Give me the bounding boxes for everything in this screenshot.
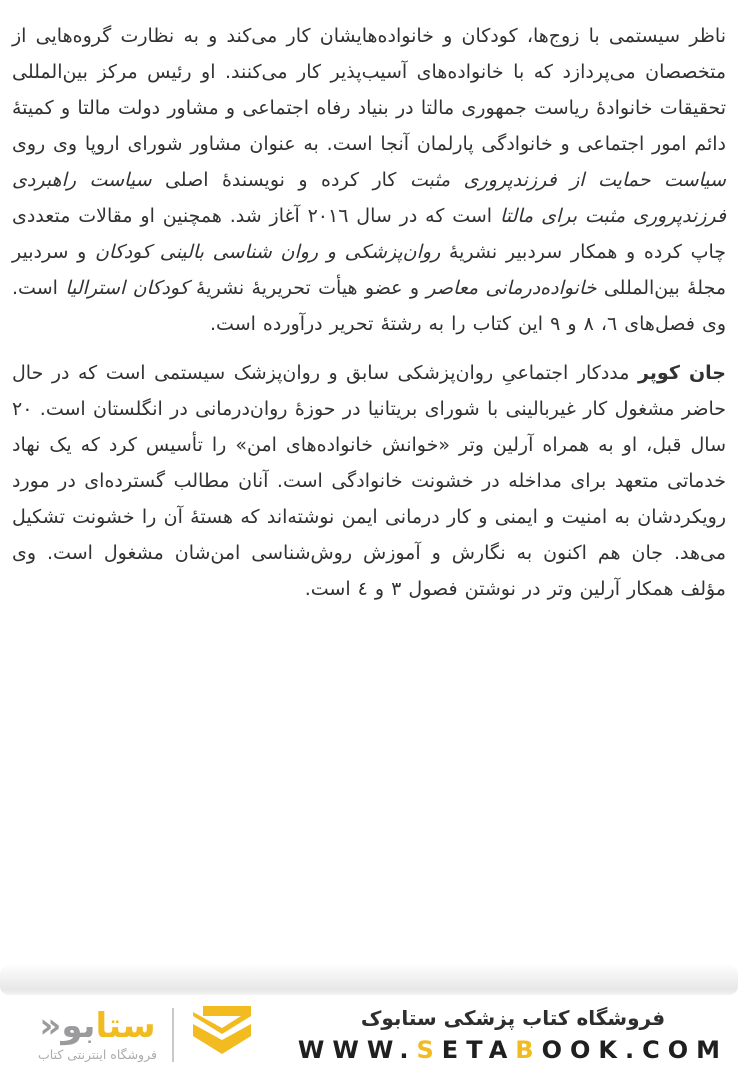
text-run-italic: خانواده‌درمانی معاصر (426, 277, 597, 299)
text-run: و عضو هیأت تحریریهٔ نشریهٔ (188, 277, 427, 299)
text-run-italic: سیاست حمایت از فرزندپروری مثبت (409, 169, 726, 191)
logo-text-column (38, 1005, 157, 1062)
text-run-italic: کودکان استرالیا (65, 277, 189, 299)
footer-store-block (294, 1003, 728, 1067)
double-chevron-icon (189, 1006, 255, 1064)
text-run: و سردبیر مجلهٔ بین‌المللی (12, 241, 727, 299)
setabook-wordmark (38, 1005, 157, 1046)
url-segment: WWW. (297, 1035, 417, 1064)
paragraph-author-bio-1 (12, 18, 726, 342)
url-segment: ETA (441, 1035, 516, 1064)
paragraph-author-bio-2 (12, 355, 726, 607)
page-edge-shadow (0, 965, 738, 995)
blank-area (0, 620, 738, 965)
text-run: است. وی فصل‌های ٦، ٨ و ٩ این کتاب را به رشتهٔ تحریر درآورده است. (12, 277, 726, 335)
setabook-logo (38, 1006, 255, 1064)
text-run-italic: سیاست راهبردی فرزندپروری مثبت برای مالتا (12, 169, 727, 227)
url-segment-accent: S (416, 1035, 442, 1064)
text-run-italic: روان‌پزشکی و روان شناسی بالینی کودکان (94, 241, 441, 263)
text-run: ناظر سیستمی با زوج‌ها، کودکان و خانواده‌هایشان کار می‌کند و به نظارت گروه‌هایی از متخصصان می‌پردازد که با خانواده‌های آسیب‌پذیر کار می‌کنند. او رئیس مرکز بین‌المللی تحقیقات خانوادهٔ ریاست جمهوری مالتا در بنیاد رفاه اجتماعی و مشاور دولت مالتا و کمیتهٔ دائم امور اجتماعی و خانوادگی پارلمان آنجا است. به عنوان مشاور شورای اروپا وی روی (12, 25, 726, 155)
footer (0, 995, 738, 1080)
website-url (298, 1033, 728, 1067)
wordmark-muted: بو (61, 1005, 96, 1046)
url-segment-accent: B (515, 1035, 542, 1064)
logo-tagline: فروشگاه اینترنتی کتاب (38, 1046, 157, 1062)
logo-divider (172, 1008, 174, 1062)
wordmark-accent: ستا (95, 1005, 156, 1046)
store-title: فروشگاه کتاب پزشکی ستابوک (360, 1005, 666, 1030)
url-segment: OOK.COM (541, 1035, 728, 1064)
text-run: کار کرده و نویسندهٔ اصلی (151, 169, 410, 191)
text-run: مددکار اجتماعیِ روان‌پزشکی سابق و روان‌پزشک سیستمی است که در حال حاضر مشغول کار غیربالینی با شورای بریتانیا در حوزهٔ روان‌درمانی در انگلستان است. ٢٠ سال قبل، او به همراه آرلین وتر «خوانش خانواده‌های امن» را تأسیس کرد که یک نهاد خدماتی متعهد برای مداخله در خشونت خانوادگی است. آنان مطالب گسترده‌ای در مورد رویکردشان به امنیت و ایمنی و کار درمانی ایمن نوشته‌اند که هستهٔ آن را خشونت تشکیل می‌هد. جان هم اکنون به نگارش و آموزش روش‌شناسی امن‌شان مشغول است. وی مؤلف همکار آرلین وتر در نوشتن فصول ٣ و ٤ است. (12, 362, 726, 600)
wordmark-chevron-mark: « (39, 1005, 62, 1046)
text-run: است که در سال ٢٠١٦ آغاز شد. همچنین او مقالات متعددی چاپ کرده و همکار سردبیر نشریهٔ (12, 205, 726, 263)
author-name-bold: جان کوپر (637, 362, 726, 384)
